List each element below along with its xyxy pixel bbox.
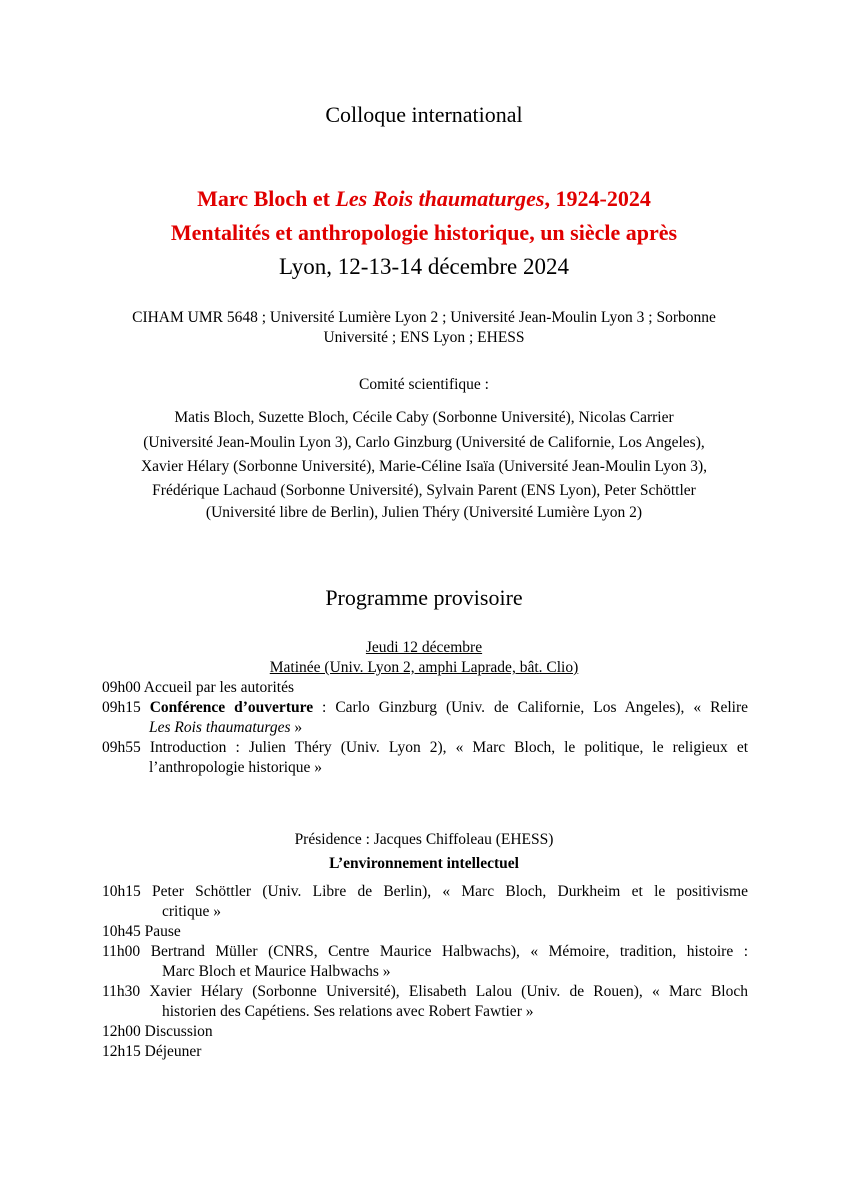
item-time: 10h45 xyxy=(102,923,141,940)
list-item xyxy=(102,738,748,758)
item-time: 12h15 xyxy=(102,1043,141,1060)
committee-line: (Université libre de Berlin), Julien Théry (Université Lumière Lyon 2) xyxy=(205,504,643,521)
committee-line: (Université Jean-Moulin Lyon 3), Carlo Ginzburg (Université de Californie, Los Angeles), xyxy=(143,434,705,451)
item-text: Discussion xyxy=(144,1023,213,1040)
item-time: 09h55 xyxy=(102,739,141,756)
item-text: Pause xyxy=(144,923,181,940)
section-title: L’environnement intellectuel xyxy=(329,855,519,872)
item-text: Déjeuner xyxy=(144,1043,202,1060)
item-text: Xavier Hélary (Sorbonne Université), Elisabeth Lalou (Univ. de Rouen), « Marc Bloch xyxy=(149,983,748,1000)
item-time: 09h15 xyxy=(102,699,141,716)
list-item xyxy=(102,698,748,718)
item-time: 11h30 xyxy=(102,983,141,1000)
item-text: Accueil par les autorités xyxy=(143,679,294,696)
item-time: 09h00 xyxy=(102,679,141,696)
title-part-a: Marc Bloch et xyxy=(197,186,336,211)
item-text: : Carlo Ginzburg (Univ. de Californie, Los Angeles), « Relire xyxy=(313,699,748,716)
organizers-line-2: Université ; ENS Lyon ; EHESS xyxy=(323,329,525,346)
list-item xyxy=(102,882,748,902)
committee-heading: Comité scientifique : xyxy=(358,376,489,393)
list-item xyxy=(102,922,181,942)
list-item-continuation xyxy=(149,718,302,738)
list-item-continuation: l’anthropologie historique » xyxy=(149,759,323,776)
title-part-b: , 1924-2024 xyxy=(544,186,651,211)
item-time: 12h00 xyxy=(102,1023,141,1040)
place-date: Lyon, 12-13-14 décembre 2024 xyxy=(279,254,569,279)
title-line-2: Mentalités et anthropologie historique, un siècle après xyxy=(170,220,678,245)
event-type: Colloque international xyxy=(325,102,523,127)
item-time: 10h15 xyxy=(102,883,141,900)
committee-line: Frédérique Lachaud (Sorbonne Université), Sylvain Parent (ENS Lyon), Peter Schöttler xyxy=(152,482,696,499)
title-italic: Les Rois thaumaturges xyxy=(335,186,545,211)
organizers-line-1: CIHAM UMR 5648 ; Université Lumière Lyon 2 ; Université Jean-Moulin Lyon 3 ; Sorbonne xyxy=(132,309,716,326)
session-heading: Matinée (Univ. Lyon 2, amphi Laprade, bât. Clio) xyxy=(269,659,579,676)
item-time: 11h00 xyxy=(102,943,141,960)
list-item xyxy=(102,678,748,698)
list-item-continuation: historien des Capétiens. Ses relations avec Robert Fawtier » xyxy=(162,1003,534,1020)
title-line-1 xyxy=(0,186,848,212)
list-item xyxy=(102,1042,201,1062)
item-tail: » xyxy=(290,719,303,736)
list-item xyxy=(102,942,748,962)
list-item xyxy=(102,982,748,1002)
committee-line: Matis Bloch, Suzette Bloch, Cécile Caby (Sorbonne Université), Nicolas Carrier xyxy=(174,409,674,426)
programme-heading: Programme provisoire xyxy=(325,585,523,610)
day-heading: Jeudi 12 décembre xyxy=(365,639,483,656)
list-item-continuation: Marc Bloch et Maurice Halbwachs » xyxy=(162,963,391,980)
committee-line: Xavier Hélary (Sorbonne Université), Marie-Céline Isaïa (Université Jean-Moulin Lyon 3), xyxy=(140,458,707,475)
list-item xyxy=(102,1022,213,1042)
item-text: Bertrand Müller (CNRS, Centre Maurice Halbwachs), « Mémoire, tradition, histoire : xyxy=(150,943,749,960)
list-item-continuation: critique » xyxy=(162,903,221,920)
presidency: Présidence : Jacques Chiffoleau (EHESS) xyxy=(294,831,554,848)
item-italic: Les Rois thaumaturges xyxy=(149,719,291,736)
item-text: Introduction : Julien Théry (Univ. Lyon 2), « Marc Bloch, le politique, le religieux et xyxy=(149,739,749,756)
item-text: Peter Schöttler (Univ. Libre de Berlin), « Marc Bloch, Durkheim et le positivisme xyxy=(152,883,748,900)
item-bold: Conférence d’ouverture xyxy=(149,699,314,716)
